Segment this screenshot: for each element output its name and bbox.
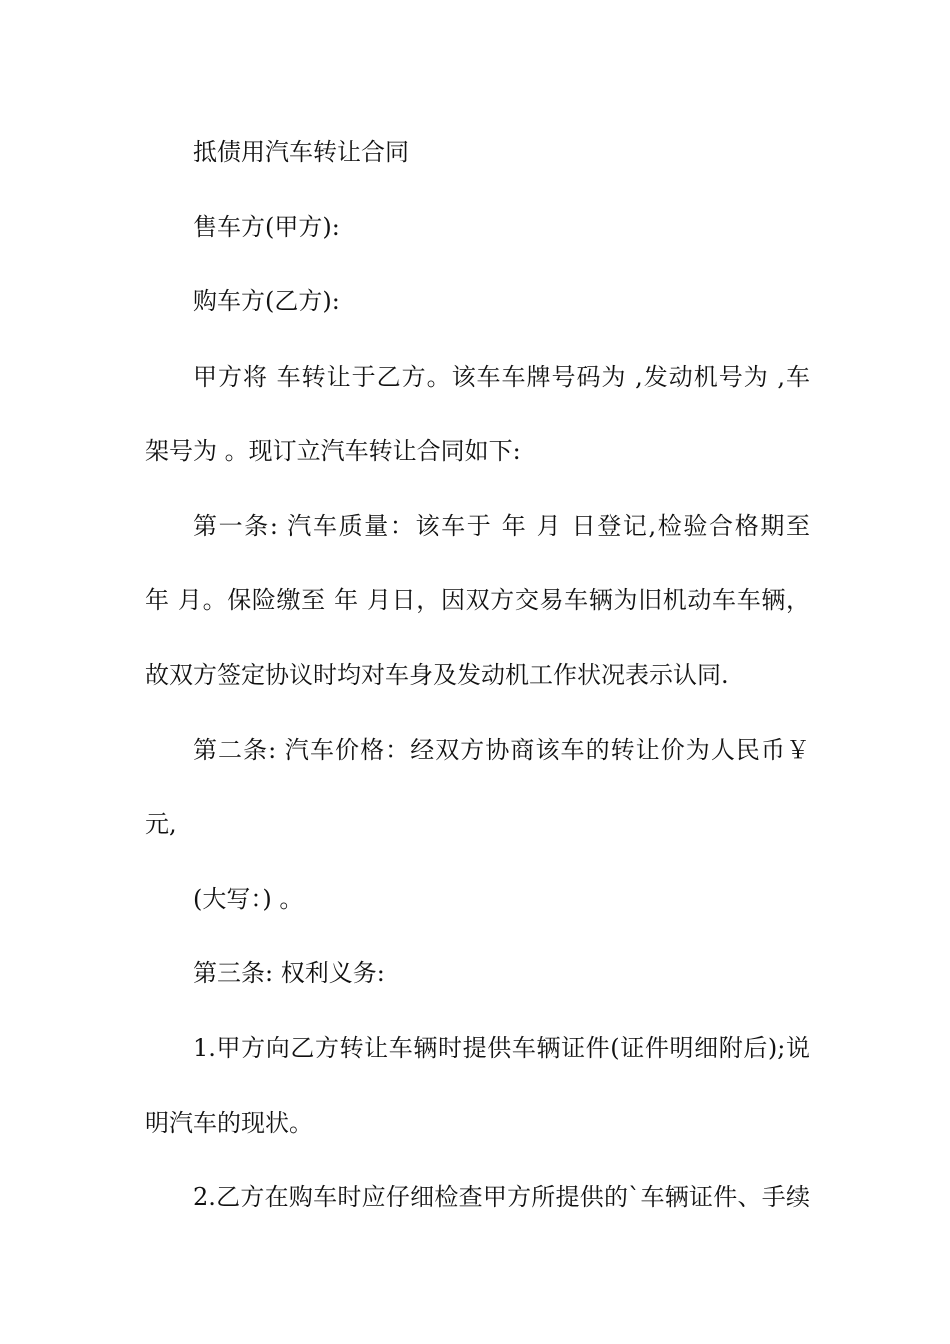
- transfer-clause-line-1: 甲方将 车转让于乙方。该车车牌号码为 ,发动机号为 ,车: [193, 363, 810, 391]
- article-3-heading: 第三条: 权利义务:: [193, 959, 385, 987]
- buyer-party-line: 购车方(乙方):: [193, 287, 340, 315]
- article-3-item-2-line-1: 2.乙方在购车时应仔细检查甲方所提供的`车辆证件、手续: [193, 1183, 810, 1211]
- article-2-line-2: 元,: [145, 810, 177, 838]
- document-title: 抵债用汽车转让合同: [193, 138, 409, 166]
- article-3-item-1-line-1: 1.甲方向乙方转让车辆时提供车辆证件(证件明细附后);说: [193, 1034, 810, 1062]
- seller-party-line: 售车方(甲方):: [193, 213, 340, 241]
- article-1-line-2: 年 月。保险缴至 年 月日，因双方交易车辆为旧机动车车辆，: [145, 586, 810, 614]
- article-2-line-1: 第二条: 汽车价格：经双方协商该车的转让价为人民币￥: [193, 736, 810, 764]
- article-3-item-1-line-2: 明汽车的现状。: [145, 1109, 313, 1137]
- article-2-amount-in-words: (大写：) 。: [193, 885, 304, 913]
- article-1-line-3: 故双方签定协议时均对车身及发动机工作状况表示认同.: [145, 661, 729, 689]
- transfer-clause-line-2: 架号为 。现订立汽车转让合同如下:: [145, 437, 521, 465]
- article-1-line-1: 第一条: 汽车质量：该车于 年 月 日登记,检验合格期至: [193, 512, 810, 540]
